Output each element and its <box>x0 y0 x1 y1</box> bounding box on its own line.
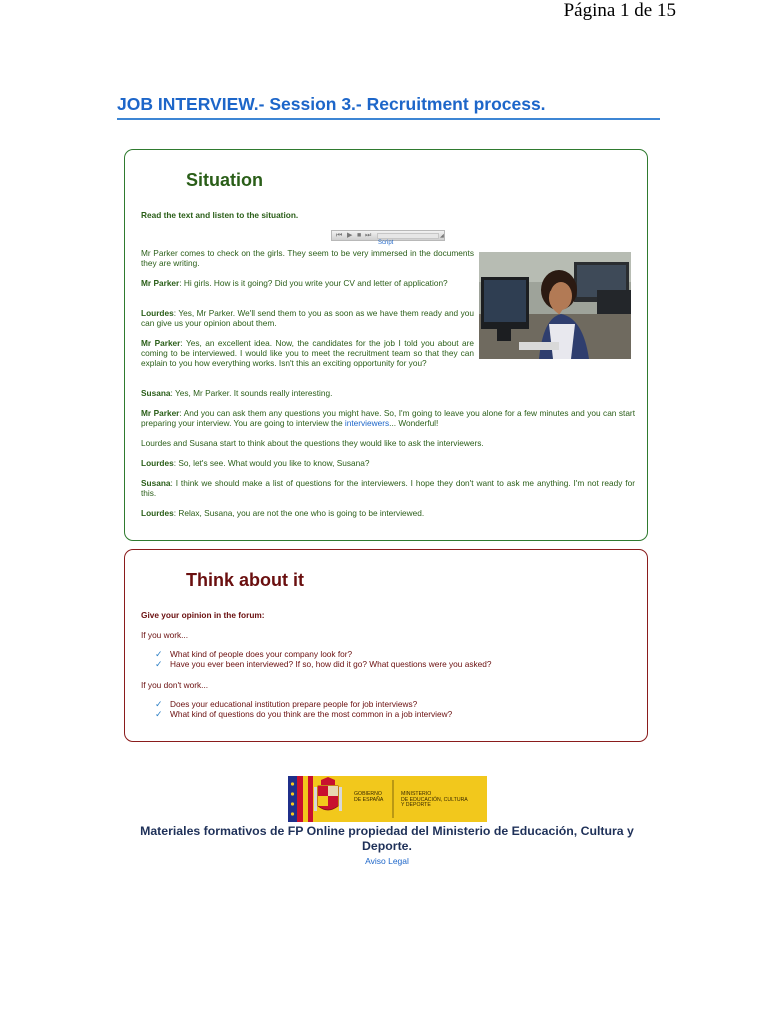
legal-notice-link[interactable]: Aviso Legal <box>365 856 409 866</box>
interviewers-link[interactable]: interviewers <box>344 418 390 428</box>
dialogue-line: Lourdes: Yes, Mr Parker. We'll send them to you as soon as we have them ready and you can give us your opinion about them. <box>141 308 474 328</box>
stop-icon[interactable]: ■ <box>357 232 362 239</box>
volume-icon[interactable]: ◢ <box>440 233 444 239</box>
speaker-name: Lourdes <box>141 458 174 468</box>
government-logo <box>288 776 487 822</box>
think-heading: Think about it <box>186 570 304 590</box>
office-photo <box>479 252 631 359</box>
speaker-name: Mr Parker <box>141 278 180 288</box>
list-item: ✓ What kind of people does your company look for? <box>155 649 353 659</box>
list-item: ✓ What kind of questions do you think are the most common in a job interview? <box>155 709 453 719</box>
ministerio-logo-text: MINISTERIO DE EDUCACIÓN, CULTURA Y DEPORTE <box>401 791 468 809</box>
if-you-dont-work-label: If you don't work... <box>141 680 209 690</box>
page-number: Página 1 de 15 <box>563 0 676 21</box>
document-title: JOB INTERVIEW.- Session 3.- Recruitment process. <box>117 94 660 120</box>
narration: Lourdes and Susana start to think about the questions they would like to ask the interviewers. <box>141 438 484 448</box>
situation-box <box>124 149 648 541</box>
speaker-name: Lourdes <box>141 508 174 518</box>
audio-progress-track[interactable] <box>377 233 439 239</box>
speaker-name: Susana <box>141 388 171 398</box>
script-link[interactable]: Script <box>378 240 394 246</box>
not-work-question-list <box>155 699 452 719</box>
list-item: ✓ Have you ever been interviewed? If so, how did it go? What questions were you asked? <box>155 659 492 669</box>
footer-ownership-text: Materiales formativos de FP Online propiedad del Ministerio de Educación, Cultura y Deporte. <box>140 824 634 853</box>
dialogue-line: Mr Parker: Hi girls. How is it going? Did you write your CV and letter of application? <box>141 278 448 288</box>
office-photo-illustration <box>479 252 631 359</box>
checkmark-icon: ✓ <box>155 649 163 659</box>
checkmark-icon: ✓ <box>155 709 163 719</box>
situation-intro: Mr Parker comes to check on the girls. They seem to be very immersed in the documents they are writing. <box>141 248 474 268</box>
dialogue-line: Lourdes: Relax, Susana, you are not the one who is going to be interviewed. <box>141 508 425 518</box>
speaker-name: Mr Parker <box>141 408 180 418</box>
work-question-list <box>155 649 491 669</box>
think-instruction: Give your opinion in the forum: <box>141 610 265 620</box>
checkmark-icon: ✓ <box>155 699 163 709</box>
speaker-name: Lourdes <box>141 308 174 318</box>
rewind-icon[interactable]: ⏮ <box>336 232 343 239</box>
if-you-work-label: If you work... <box>141 630 189 640</box>
dialogue-line: Lourdes: So, let's see. What would you like to know, Susana? <box>141 458 370 468</box>
play-icon[interactable]: ▶ <box>347 232 353 239</box>
dialogue-line: Mr Parker: Yes, an excellent idea. Now, the candidates for the job I told you about are coming to be interviewed. I would like you to meet the recruitment team so that they can explain to you how everything works. Isn't this an exciting opportunity for you? <box>141 338 474 368</box>
checkmark-icon: ✓ <box>155 659 163 669</box>
dialogue-line: Susana: I think we should make a list of questions for the interviewers. I hope they don't want to ask me anything. I'm not ready for this. <box>141 478 635 498</box>
dialogue-line: Mr Parker: And you can ask them any questions you might have. So, I'm going to leave you alone for a few minutes and you can start preparing your interview. You are going to interview the interviewers... Wonderful! <box>141 408 636 428</box>
speaker-name: Susana <box>141 478 171 488</box>
think-about-it-box <box>124 549 648 742</box>
speaker-name: Mr Parker <box>141 338 181 348</box>
dialogue-line: Susana: Yes, Mr Parker. It sounds really interesting. <box>141 388 333 398</box>
situation-heading: Situation <box>186 170 263 190</box>
situation-instruction: Read the text and listen to the situation. <box>141 210 299 220</box>
list-item: ✓ Does your educational institution prepare people for job interviews? <box>155 699 418 709</box>
forward-icon[interactable]: ⏭ <box>365 232 372 239</box>
gobierno-logo-text: GOBIERNO DE ESPAÑA <box>354 791 384 803</box>
